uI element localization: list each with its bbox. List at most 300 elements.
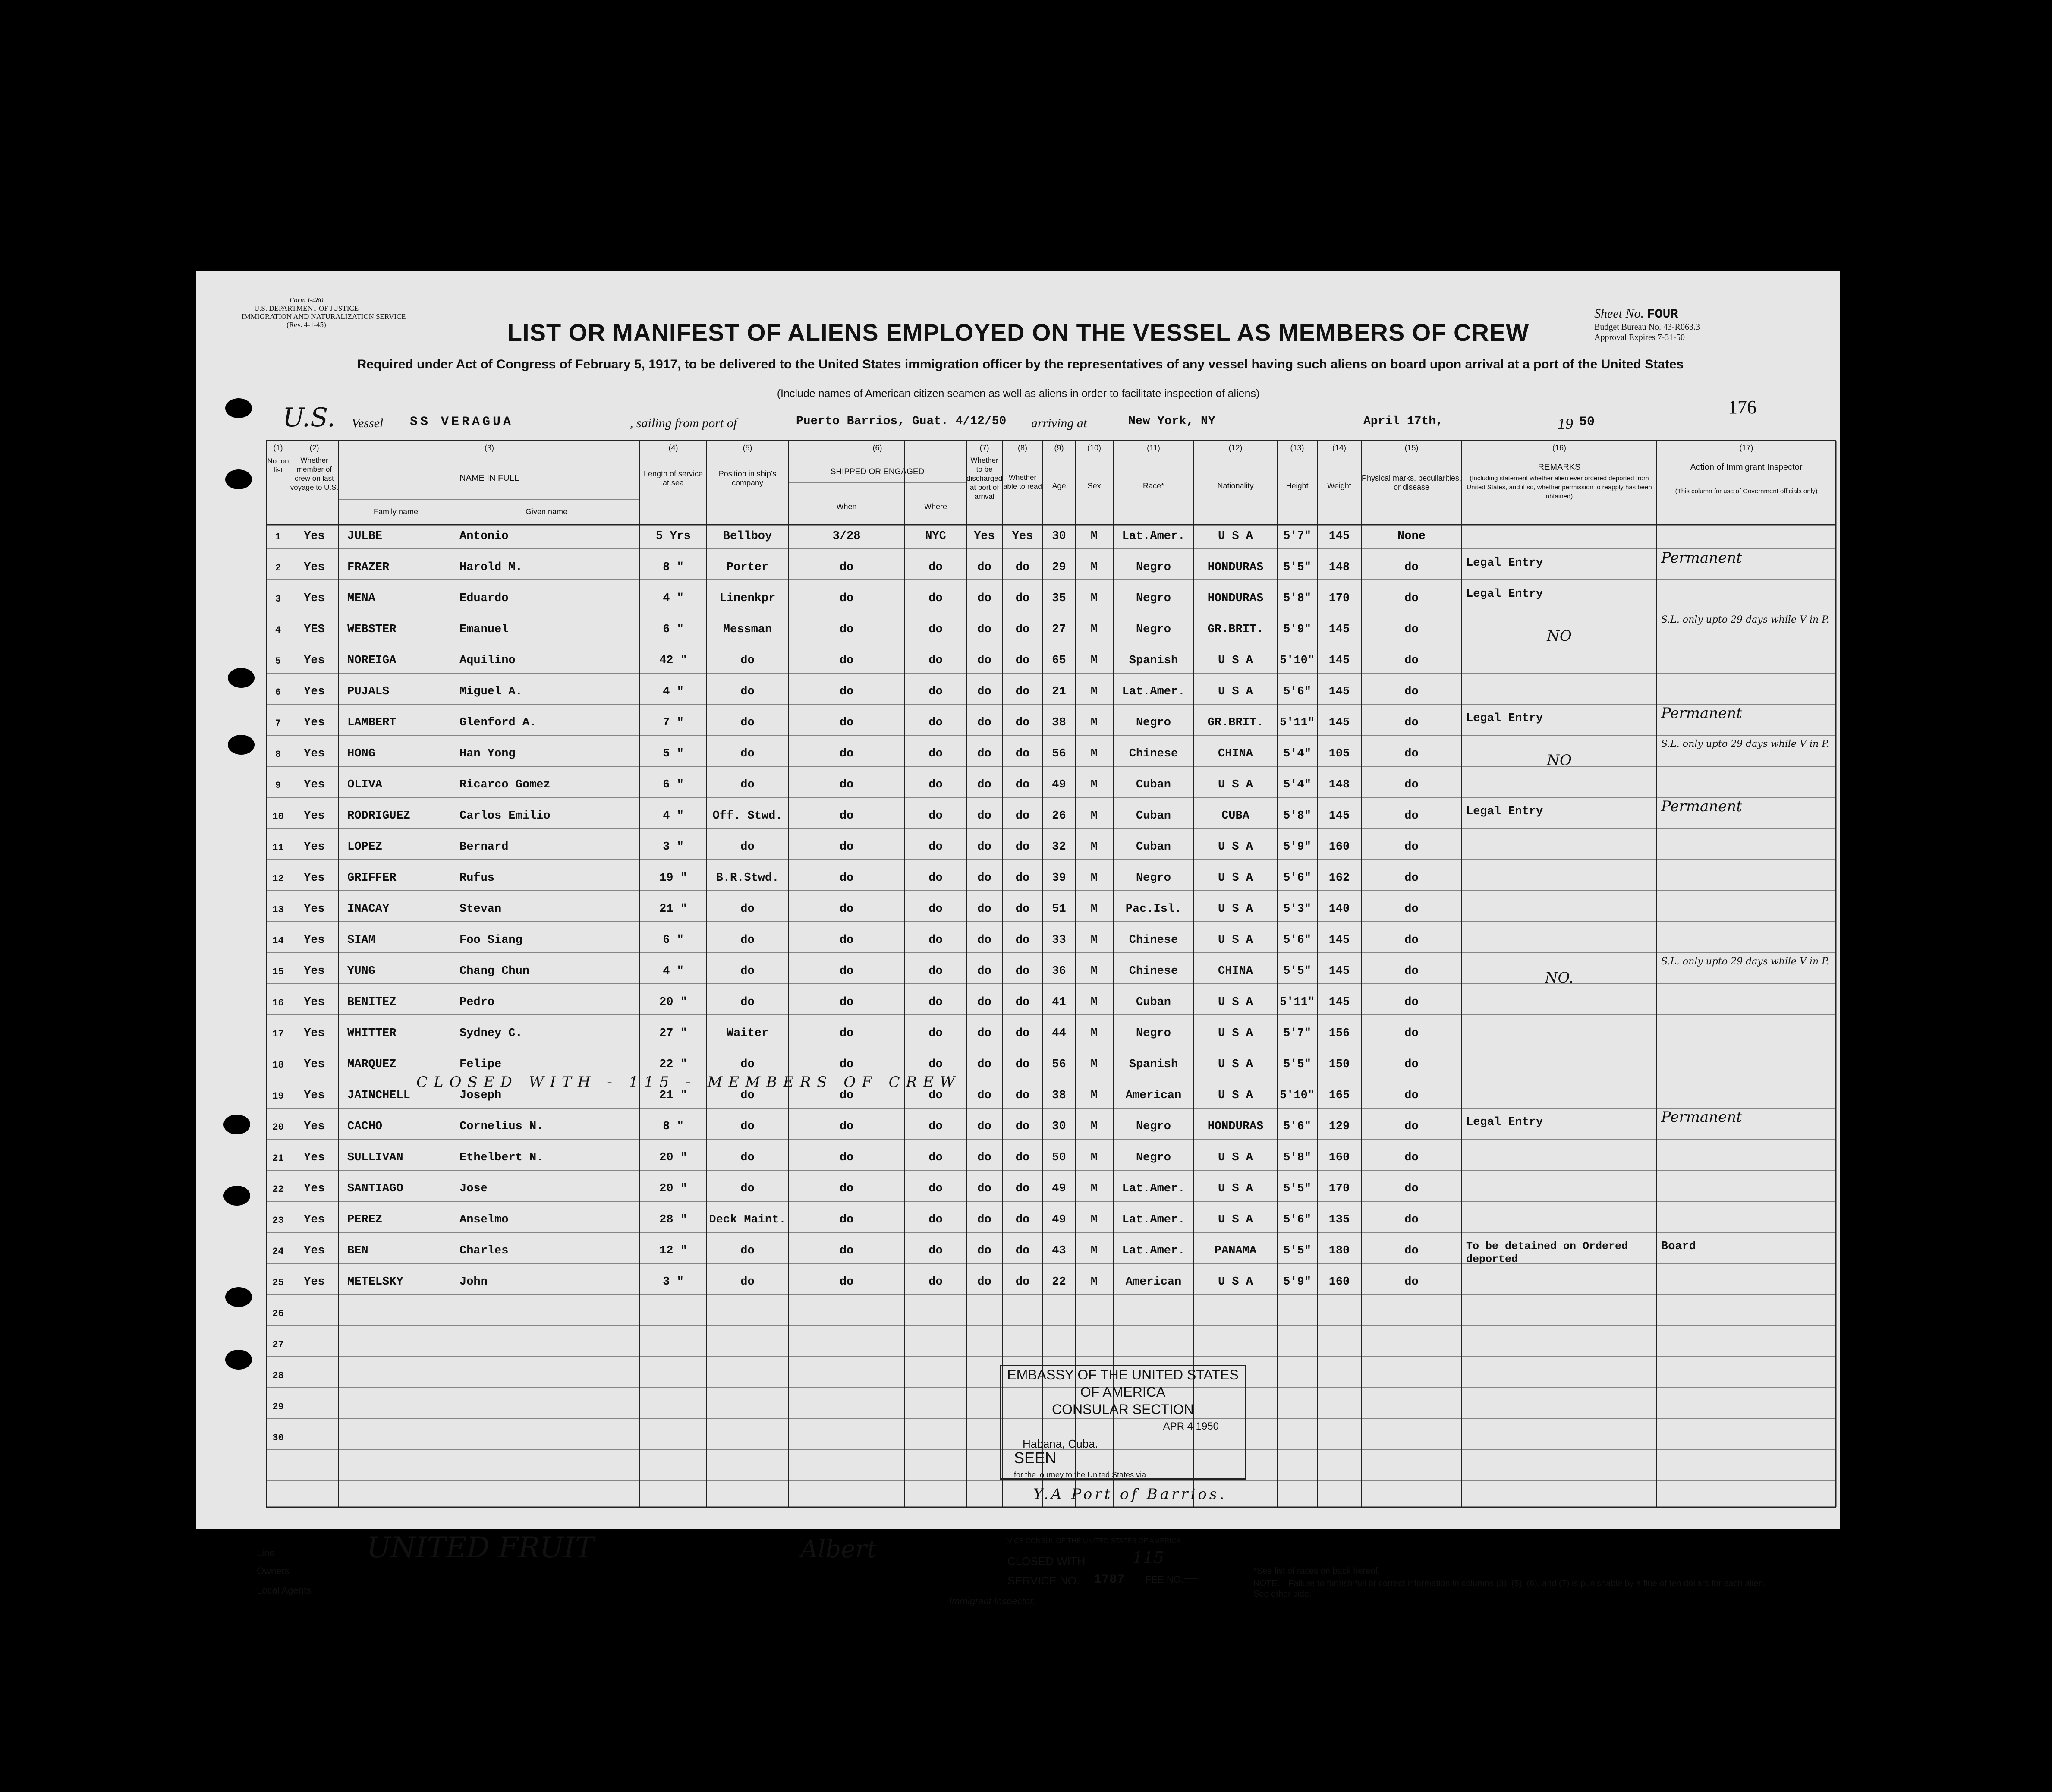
row-height: 5'10"	[1279, 654, 1315, 667]
row-height: 5'4"	[1283, 747, 1311, 760]
row-able-read: do	[1015, 872, 1030, 885]
stamp-line2: OF AMERICA	[1080, 1384, 1166, 1400]
row-number: 14	[272, 935, 284, 946]
row-number: 17	[272, 1029, 284, 1039]
row-sex: M	[1090, 561, 1098, 574]
row-sex: M	[1090, 1182, 1098, 1195]
row-length-service: 20 "	[659, 996, 687, 1009]
row-height: 5'7"	[1283, 530, 1311, 543]
row-discharged: do	[977, 561, 991, 574]
row-race: Negro	[1136, 1120, 1171, 1133]
row-family-name: FRAZER	[347, 561, 390, 574]
row-weight: 145	[1328, 716, 1350, 729]
row-race: Cuban	[1136, 996, 1171, 1009]
row-able-read: do	[1015, 747, 1030, 760]
row-discharged: do	[977, 1182, 991, 1195]
row-weight: 129	[1328, 1120, 1350, 1133]
row-position: do	[740, 1058, 755, 1071]
row-position: do	[740, 685, 755, 698]
row-when: do	[839, 747, 854, 760]
row-given-name: Carlos Emilio	[459, 809, 551, 822]
row-action: S.L. only upto 29 days while V in P.	[1661, 956, 1829, 967]
row-weight: 165	[1328, 1089, 1350, 1102]
row-weight: 160	[1328, 1276, 1350, 1288]
row-given-name: Felipe	[459, 1058, 502, 1071]
row-age: 44	[1052, 1027, 1066, 1040]
col-remarks-note: (Including statement whether alien ever ordered deported from United States, and if so, whether permission to reapply has been obtained)	[1467, 475, 1652, 500]
row-position: do	[740, 654, 755, 667]
footer-note2: NOTE.—Failure to furnish full or correct information in columns (3), (5), (6), and (7) is punishable by a fine of ten dollars for each alien. See other side.	[1253, 1579, 1766, 1599]
row-race: Chinese	[1129, 965, 1178, 978]
row-position: do	[740, 903, 755, 916]
row-when: do	[839, 1027, 854, 1040]
row-family-name: OLIVA	[347, 778, 383, 791]
row-able-read: do	[1015, 934, 1030, 947]
row-remarks: NO.	[1545, 969, 1574, 986]
row-where: do	[928, 996, 943, 1009]
footer-fee-label: FEE NO.	[1146, 1574, 1184, 1585]
footer-owners-label: Owners	[257, 1565, 290, 1576]
row-last-voyage: Yes	[304, 1244, 325, 1257]
row-where: do	[928, 778, 943, 791]
row-where: do	[928, 1089, 943, 1102]
row-height: 5'6"	[1283, 872, 1311, 885]
col-physical-marks: Physical marks, peculiarities, or disease	[1361, 474, 1462, 491]
row-height: 5'5"	[1283, 1058, 1311, 1071]
row-family-name: PEREZ	[347, 1213, 383, 1226]
row-remarks: NO	[1547, 752, 1572, 769]
year-value: 50	[1579, 415, 1595, 429]
row-number: 15	[272, 967, 284, 977]
column-number: (15)	[1404, 444, 1419, 452]
row-where: do	[928, 1151, 943, 1164]
row-length-service: 21 "	[659, 903, 687, 916]
row-action: Permanent	[1661, 798, 1742, 815]
row-height: 5'5"	[1283, 1244, 1311, 1257]
row-age: 30	[1052, 530, 1066, 543]
row-sex: M	[1090, 1089, 1098, 1102]
row-height: 5'5"	[1283, 561, 1311, 574]
row-given-name: Emanuel	[459, 623, 509, 636]
row-position: do	[740, 716, 755, 729]
form-number: Form I-480	[289, 296, 324, 304]
row-nationality: U S A	[1218, 1151, 1253, 1164]
row-sex: M	[1090, 1027, 1098, 1040]
row-physical-marks: do	[1404, 965, 1419, 978]
row-age: 56	[1052, 1058, 1066, 1071]
row-height: 5'7"	[1283, 1027, 1311, 1040]
row-family-name: LOPEZ	[347, 841, 383, 853]
row-action: S.L. only upto 29 days while V in P.	[1661, 739, 1829, 750]
col-shipped-engaged: SHIPPED OR ENGAGED	[830, 467, 925, 476]
row-physical-marks: do	[1404, 841, 1419, 853]
row-position: do	[740, 965, 755, 978]
row-sex: M	[1090, 1244, 1098, 1257]
row-given-name: John	[459, 1276, 488, 1288]
footer-closed-value: 115	[1133, 1548, 1164, 1567]
row-number: 7	[275, 718, 281, 729]
punch-hole	[228, 735, 255, 755]
row-number: 23	[272, 1215, 284, 1226]
row-discharged: do	[977, 716, 991, 729]
row-weight: 150	[1328, 1058, 1350, 1071]
column-number: (17)	[1739, 444, 1753, 452]
row-length-service: 4 "	[663, 809, 684, 822]
row-age: 51	[1052, 903, 1066, 916]
row-last-voyage: Yes	[304, 1027, 325, 1040]
row-physical-marks: do	[1404, 996, 1419, 1009]
row-discharged: do	[977, 1120, 991, 1133]
row-family-name: YUNG	[347, 965, 375, 978]
row-nationality: HONDURAS	[1207, 592, 1264, 605]
row-where: do	[928, 872, 943, 885]
row-when: do	[839, 1151, 854, 1164]
row-length-service: 8 "	[663, 1120, 684, 1133]
row-family-name: WEBSTER	[347, 623, 397, 636]
row-last-voyage: Yes	[304, 561, 325, 574]
row-physical-marks: do	[1404, 903, 1419, 916]
row-family-name: JAINCHELL	[347, 1089, 410, 1102]
row-discharged: do	[977, 747, 991, 760]
sheet-value: FOUR	[1647, 307, 1678, 322]
row-nationality: CUBA	[1221, 809, 1249, 822]
row-given-name: Ricarco Gomez	[459, 778, 551, 791]
row-sex: M	[1090, 716, 1098, 729]
closing-note: CLOSED WITH - 115 - MEMBERS OF CREW	[416, 1074, 961, 1091]
row-nationality: U S A	[1218, 654, 1253, 667]
row-remarks: Legal Entry	[1466, 712, 1543, 725]
row-able-read: do	[1015, 965, 1030, 978]
row-position: Porter	[726, 561, 769, 574]
row-given-name: Sydney C.	[459, 1027, 522, 1040]
row-where: do	[928, 592, 943, 605]
row-discharged: do	[977, 903, 991, 916]
row-when: do	[839, 1244, 854, 1257]
row-age: 56	[1052, 747, 1066, 760]
row-nationality: U S A	[1218, 903, 1253, 916]
row-when: do	[839, 716, 854, 729]
row-length-service: 42 "	[659, 654, 687, 667]
row-discharged: do	[977, 872, 991, 885]
row-sex: M	[1090, 872, 1098, 885]
row-able-read: do	[1015, 1151, 1030, 1164]
stamp-date: APR 4 1950	[1163, 1420, 1219, 1432]
row-weight: 145	[1328, 809, 1350, 822]
row-age: 22	[1052, 1276, 1066, 1288]
col-weight: Weight	[1327, 482, 1351, 490]
row-nationality: U S A	[1218, 1276, 1253, 1288]
row-weight: 145	[1328, 654, 1350, 667]
row-number: 11	[272, 842, 284, 853]
row-race: Chinese	[1129, 747, 1178, 760]
row-weight: 105	[1328, 747, 1350, 760]
row-when: do	[839, 872, 854, 885]
row-age: 43	[1052, 1244, 1066, 1257]
row-discharged: do	[977, 1089, 991, 1102]
row-where: do	[928, 1182, 943, 1195]
row-physical-marks: None	[1397, 530, 1426, 543]
row-age: 27	[1052, 623, 1066, 636]
row-physical-marks: do	[1404, 623, 1419, 636]
page-subtitle-note: (Include names of American citizen seamen as well as aliens in order to facilitate inspection of aliens)	[777, 387, 1260, 400]
row-given-name: Charles	[459, 1244, 509, 1257]
row-age: 49	[1052, 778, 1066, 791]
row-discharged: do	[977, 778, 991, 791]
row-when: do	[839, 1213, 854, 1226]
row-position: do	[740, 934, 755, 947]
row-sex: M	[1090, 530, 1098, 543]
row-discharged: do	[977, 809, 991, 822]
row-action: Permanent	[1661, 705, 1742, 722]
row-when: do	[839, 1182, 854, 1195]
arrival-port: New York, NY	[1128, 415, 1215, 428]
row-position: do	[740, 1151, 755, 1164]
row-family-name: GRIFFER	[347, 872, 397, 885]
column-number: (14)	[1332, 444, 1346, 452]
row-age: 50	[1052, 1151, 1066, 1164]
row-nationality: HONDURAS	[1207, 1120, 1264, 1133]
row-height: 5'6"	[1283, 685, 1311, 698]
row-sex: M	[1090, 1213, 1098, 1226]
row-sex: M	[1090, 592, 1098, 605]
row-number: 20	[272, 1122, 284, 1133]
row-where: do	[928, 1120, 943, 1133]
row-length-service: 4 "	[663, 685, 684, 698]
row-last-voyage: Yes	[304, 965, 325, 978]
row-race: Pac.Isl.	[1125, 903, 1182, 916]
stamp-via: Y.A Port of Barrios.	[1033, 1486, 1227, 1503]
row-number: 28	[272, 1370, 284, 1381]
row-family-name: SANTIAGO	[347, 1182, 403, 1195]
row-remarks: Legal Entry	[1466, 805, 1543, 818]
col-given-name: Given name	[525, 507, 568, 516]
row-family-name: LAMBERT	[347, 716, 397, 729]
row-nationality: U S A	[1218, 1089, 1253, 1102]
row-last-voyage: Yes	[304, 1213, 325, 1226]
row-sex: M	[1090, 1120, 1098, 1133]
row-weight: 162	[1328, 872, 1350, 885]
row-where: do	[928, 623, 943, 636]
col-race: Race*	[1142, 482, 1164, 490]
row-action: Permanent	[1661, 1109, 1742, 1126]
column-number: (7)	[979, 444, 989, 452]
row-height: 5'10"	[1279, 1089, 1315, 1102]
row-age: 35	[1052, 592, 1066, 605]
row-height: 5'3"	[1283, 903, 1311, 916]
row-height: 5'11"	[1279, 716, 1315, 729]
vessel-prefix: U.S.	[283, 403, 336, 433]
row-when: do	[839, 1089, 854, 1102]
row-age: 38	[1052, 1089, 1066, 1102]
row-nationality: U S A	[1218, 1213, 1253, 1226]
row-height: 5'6"	[1283, 1213, 1311, 1226]
row-length-service: 7 "	[663, 716, 684, 729]
row-height: 5'8"	[1283, 1151, 1311, 1164]
row-position: do	[740, 1089, 755, 1102]
row-position: do	[740, 1182, 755, 1195]
row-discharged: do	[977, 1027, 991, 1040]
row-family-name: MENA	[347, 592, 375, 605]
arrival-date: April 17th,	[1363, 415, 1443, 428]
row-number: 24	[272, 1246, 284, 1257]
row-able-read: do	[1015, 1276, 1030, 1288]
row-discharged: do	[977, 685, 991, 698]
row-last-voyage: YES	[304, 623, 325, 636]
row-when: do	[839, 623, 854, 636]
row-height: 5'4"	[1283, 778, 1311, 791]
row-nationality: U S A	[1218, 685, 1253, 698]
row-given-name: Stevan	[459, 903, 502, 916]
form-dept: U.S. DEPARTMENT OF JUSTICE	[254, 304, 359, 312]
row-given-name: Jose	[459, 1182, 488, 1195]
row-when: do	[839, 1120, 854, 1133]
row-nationality: U S A	[1218, 872, 1253, 885]
row-number: 18	[272, 1060, 284, 1071]
row-length-service: 6 "	[663, 778, 684, 791]
column-number: (9)	[1054, 444, 1064, 452]
row-race: Negro	[1136, 623, 1171, 636]
row-where: do	[928, 747, 943, 760]
manifest-sheet	[196, 271, 1840, 1606]
row-height: 5'6"	[1283, 1120, 1311, 1133]
footer-consul: VICE CONSUL OF THE UNITED STATES OF AMERICA	[1007, 1537, 1181, 1545]
col-height: Height	[1286, 482, 1309, 490]
column-number: (12)	[1228, 444, 1243, 452]
row-weight: 148	[1328, 778, 1350, 791]
row-where: do	[928, 841, 943, 853]
row-given-name: Bernard	[459, 841, 509, 853]
row-number: 30	[272, 1433, 284, 1443]
col-action: Action of Immigrant Inspector	[1690, 463, 1803, 472]
row-when: do	[839, 685, 854, 698]
footer-service-no: 1787	[1094, 1572, 1125, 1587]
row-nationality: GR.BRIT.	[1207, 623, 1264, 636]
row-nationality: CHINA	[1218, 747, 1253, 760]
row-race: Spanish	[1129, 1058, 1178, 1071]
row-age: 33	[1052, 934, 1066, 947]
row-age: 36	[1052, 965, 1066, 978]
row-physical-marks: do	[1404, 1151, 1419, 1164]
row-discharged: do	[977, 996, 991, 1009]
row-weight: 135	[1328, 1213, 1350, 1226]
sailing-port: Puerto Barrios, Guat. 4/12/50	[796, 415, 1007, 428]
row-last-voyage: Yes	[304, 778, 325, 791]
row-able-read: do	[1015, 903, 1030, 916]
sheet-label: Sheet No.	[1594, 306, 1644, 321]
row-length-service: 12 "	[659, 1244, 687, 1257]
row-remarks: NO	[1547, 627, 1572, 645]
row-race: American	[1125, 1276, 1182, 1288]
row-remarks: To be detained on Ordered deported	[1466, 1240, 1628, 1266]
row-nationality: PANAMA	[1214, 1244, 1257, 1257]
row-number: 22	[272, 1184, 284, 1195]
row-height: 5'8"	[1283, 592, 1311, 605]
col-position: Position in ship's company	[718, 469, 777, 487]
col-last-voyage: Whether member of crew on last voyage to U.S.	[290, 456, 339, 491]
col-age: Age	[1052, 482, 1066, 490]
row-age: 29	[1052, 561, 1066, 574]
row-height: 5'9"	[1283, 623, 1311, 636]
row-physical-marks: do	[1404, 1120, 1419, 1133]
row-discharged: do	[977, 1151, 991, 1164]
row-sex: M	[1090, 1276, 1098, 1288]
row-race: Negro	[1136, 561, 1171, 574]
row-sex: M	[1090, 1058, 1098, 1071]
row-remarks: Legal Entry	[1466, 1116, 1543, 1129]
row-race: Negro	[1136, 716, 1171, 729]
col-family-name: Family name	[373, 507, 419, 516]
row-weight: 145	[1328, 530, 1350, 543]
row-discharged: do	[977, 1058, 991, 1071]
row-weight: 170	[1328, 592, 1350, 605]
row-where: do	[928, 561, 943, 574]
row-sex: M	[1090, 809, 1098, 822]
row-physical-marks: do	[1404, 1213, 1419, 1226]
row-nationality: GR.BRIT.	[1207, 716, 1264, 729]
row-physical-marks: do	[1404, 778, 1419, 791]
row-sex: M	[1090, 654, 1098, 667]
row-given-name: Eduardo	[459, 592, 509, 605]
col-able-read: Whether able to read	[1003, 473, 1042, 491]
row-able-read: do	[1015, 654, 1030, 667]
row-position: Bellboy	[723, 530, 772, 543]
inspector-signature: Albert	[800, 1535, 877, 1563]
col-sex: Sex	[1087, 482, 1101, 490]
row-length-service: 21 "	[659, 1089, 687, 1102]
row-when: 3/28	[832, 530, 861, 543]
row-last-voyage: Yes	[304, 1120, 325, 1133]
column-number: (4)	[668, 444, 678, 452]
row-family-name: METELSKY	[347, 1276, 403, 1288]
row-given-name: Aquilino	[459, 654, 516, 667]
row-age: 30	[1052, 1120, 1066, 1133]
stamp-journey: for the journey to the United States via	[1014, 1471, 1146, 1479]
row-able-read: do	[1015, 841, 1030, 853]
row-given-name: Glenford A.	[459, 716, 537, 729]
row-sex: M	[1090, 623, 1098, 636]
row-when: do	[839, 996, 854, 1009]
row-last-voyage: Yes	[304, 809, 325, 822]
row-length-service: 20 "	[659, 1182, 687, 1195]
row-when: do	[839, 778, 854, 791]
row-discharged: do	[977, 1213, 991, 1226]
row-given-name: Cornelius N.	[459, 1120, 544, 1133]
row-last-voyage: Yes	[304, 841, 325, 853]
row-length-service: 5 Yrs	[655, 530, 691, 543]
row-given-name: Rufus	[459, 872, 495, 885]
row-number: 29	[272, 1401, 284, 1412]
row-sex: M	[1090, 903, 1098, 916]
vessel-name: SS VERAGUA	[410, 415, 514, 429]
table-grid	[196, 271, 1840, 1529]
row-length-service: 4 "	[663, 965, 684, 978]
row-length-service: 3 "	[663, 1276, 684, 1288]
column-number: (1)	[273, 444, 283, 452]
row-last-voyage: Yes	[304, 1058, 325, 1071]
footer-line-label: Line	[257, 1547, 275, 1558]
row-weight: 145	[1328, 996, 1350, 1009]
row-physical-marks: do	[1404, 1244, 1419, 1257]
row-length-service: 19 "	[659, 872, 687, 885]
row-weight: 160	[1328, 841, 1350, 853]
row-last-voyage: Yes	[304, 1089, 325, 1102]
stamp-line1: EMBASSY OF THE UNITED STATES	[1007, 1367, 1239, 1383]
row-sex: M	[1090, 841, 1098, 853]
row-weight: 148	[1328, 561, 1350, 574]
row-where: NYC	[925, 530, 946, 543]
row-able-read: do	[1015, 592, 1030, 605]
col-name-in-full: NAME IN FULL	[459, 473, 519, 483]
